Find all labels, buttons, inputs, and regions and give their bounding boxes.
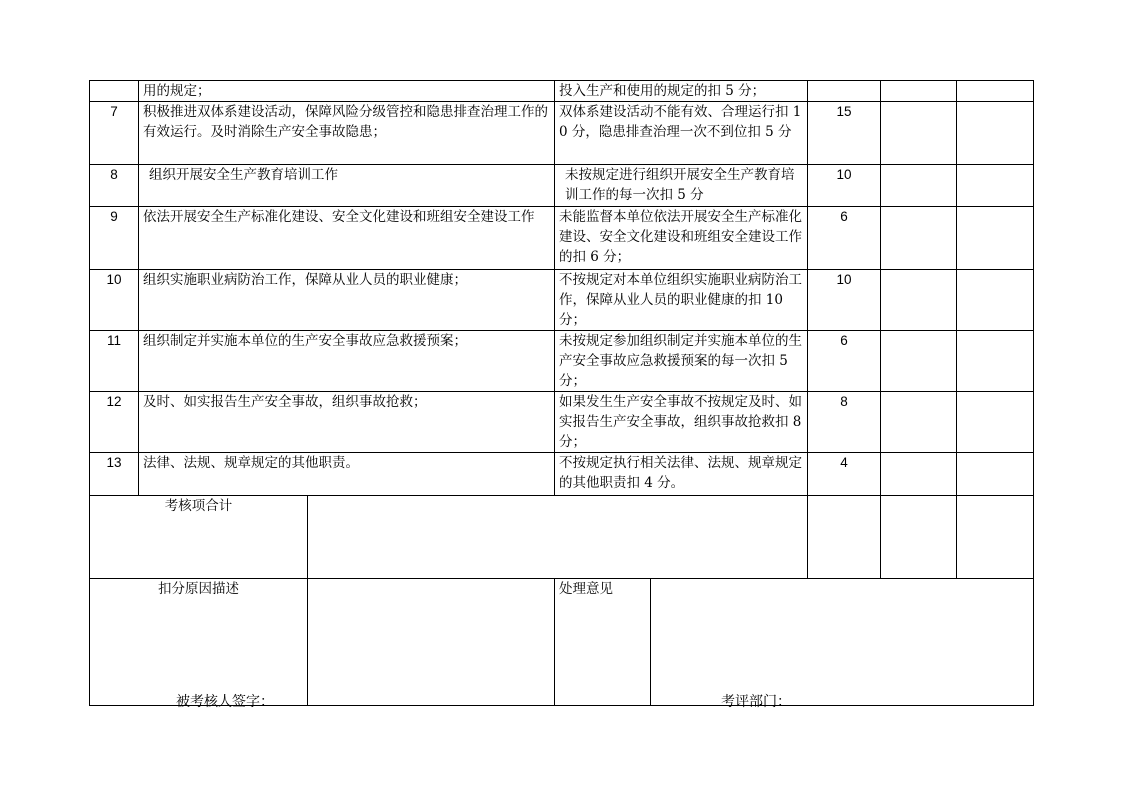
score-cell: 10 (808, 165, 881, 207)
final-score-cell (957, 392, 1034, 453)
table-row (90, 453, 1034, 496)
table-row (90, 331, 1034, 392)
row-number: 12 (90, 392, 139, 453)
score-cell: 4 (808, 453, 881, 496)
score-cell: 10 (808, 270, 881, 331)
criterion-cell: 投入生产和使用的规定的扣 5 分； (555, 81, 808, 102)
final-score-cell (957, 270, 1034, 331)
summary-label: 考核项合计 (90, 496, 308, 579)
deduction-cell (881, 207, 957, 270)
row-number: 7 (90, 102, 139, 165)
row-number: 8 (90, 165, 139, 207)
deduction-cell (881, 102, 957, 165)
criterion-cell: 未按规定参加组织制定并实施本单位的生产安全事故应急救援预案的每一次扣 5 分； (555, 331, 808, 392)
duty-cell: 积极推进双体系建设活动，保障风险分级管控和隐患排查治理工作的有效运行。及时消除生产安全事故隐患； (139, 102, 555, 165)
deduction-reason-label: 扣分原因描述 (90, 579, 308, 706)
duty-cell: 法律、法规、规章规定的其他职责。 (139, 453, 555, 496)
table-row (90, 165, 1034, 207)
final-score-cell (957, 165, 1034, 207)
score-cell: 8 (808, 392, 881, 453)
row-number: 9 (90, 207, 139, 270)
handling-opinion-label: 处理意见 (555, 579, 651, 706)
score-cell (808, 81, 881, 102)
summary-content-cell (308, 496, 808, 579)
summary-final-cell (957, 496, 1034, 579)
deduction-cell (881, 453, 957, 496)
duty-cell: 及时、如实报告生产安全事故，组织事故抢救； (139, 392, 555, 453)
table-row (90, 102, 1034, 165)
duty-cell: 用的规定； (139, 81, 555, 102)
deduction-cell (881, 331, 957, 392)
final-score-cell (957, 207, 1034, 270)
duty-cell: 组织实施职业病防治工作，保障从业人员的职业健康； (139, 270, 555, 331)
row-number (90, 81, 139, 102)
table-row (90, 81, 1034, 102)
criterion-cell: 未能监督本单位依法开展安全生产标准化建设、安全文化建设和班组安全建设工作的扣 6 分； (555, 207, 808, 270)
criterion-cell: 双体系建设活动不能有效、合理运行扣 10 分，隐患排查治理一次不到位扣 5 分 (555, 102, 808, 165)
final-score-cell (957, 331, 1034, 392)
table-row (90, 207, 1034, 270)
criterion-cell: 不按规定对本单位组织实施职业病防治工作，保障从业人员的职业健康的扣 10 分； (555, 270, 808, 331)
final-score-cell (957, 453, 1034, 496)
score-cell: 6 (808, 207, 881, 270)
examinee-signature-label: 被考核人签字： (176, 694, 274, 710)
deduction-row (90, 579, 1034, 706)
row-number: 11 (90, 331, 139, 392)
criterion-cell: 未按规定进行组织开展安全生产教育培训工作的每一次扣 5 分 (555, 165, 808, 207)
deduction-cell (881, 165, 957, 207)
summary-score-cell (808, 496, 881, 579)
evaluating-department-label: 考评部门： (721, 694, 791, 710)
duty-cell: 依法开展安全生产标准化建设、安全文化建设和班组安全建设工作 (139, 207, 555, 270)
handling-opinion-cell (651, 579, 1034, 706)
score-cell: 15 (808, 102, 881, 165)
criterion-cell: 不按规定执行相关法律、法规、规章规定的其他职责扣 4 分。 (555, 453, 808, 496)
deduction-cell (881, 81, 957, 102)
row-number: 10 (90, 270, 139, 331)
deduction-cell (881, 270, 957, 331)
table-row (90, 270, 1034, 331)
row-number: 13 (90, 453, 139, 496)
summary-row (90, 496, 1034, 579)
deduction-reason-cell (308, 579, 555, 706)
duty-cell: 组织开展安全生产教育培训工作 (139, 165, 555, 207)
final-score-cell (957, 81, 1034, 102)
deduction-cell (881, 392, 957, 453)
score-cell: 6 (808, 331, 881, 392)
summary-deduction-cell (881, 496, 957, 579)
criterion-cell: 如果发生生产安全事故不按规定及时、如实报告生产安全事故，组织事故抢救扣 8 分； (555, 392, 808, 453)
table-row (90, 392, 1034, 453)
assessment-table (89, 80, 1034, 706)
final-score-cell (957, 102, 1034, 165)
duty-cell: 组织制定并实施本单位的生产安全事故应急救援预案； (139, 331, 555, 392)
